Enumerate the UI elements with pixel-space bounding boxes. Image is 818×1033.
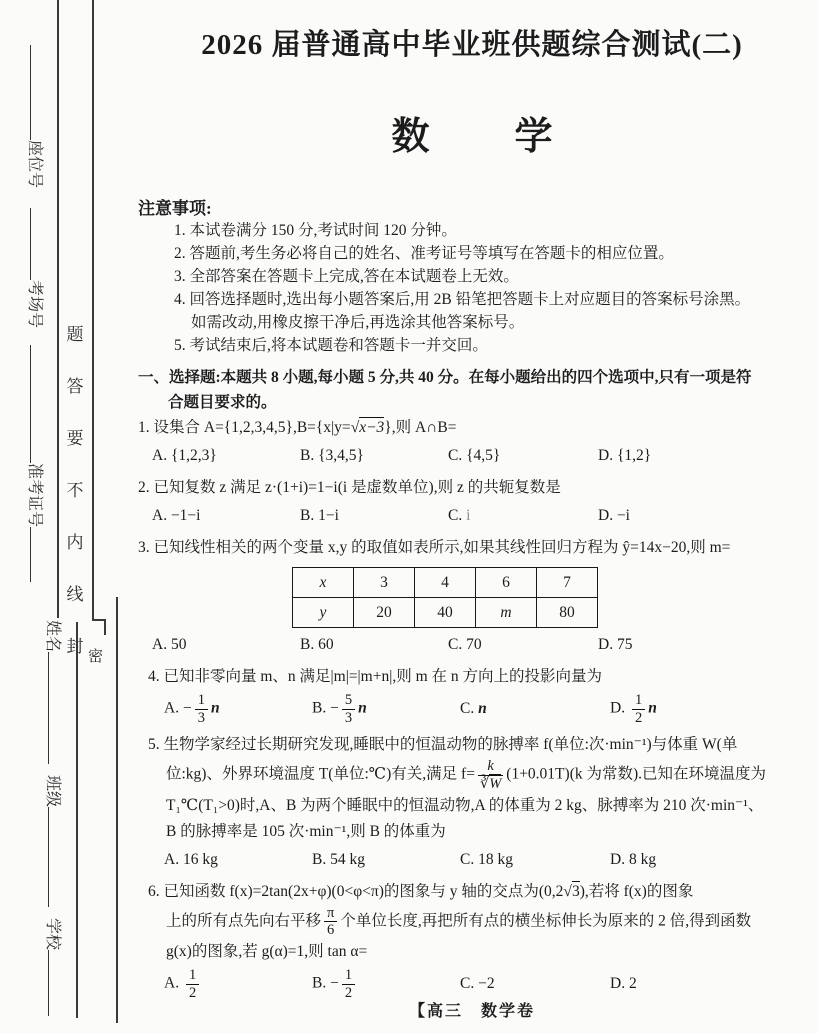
question-text [138, 905, 806, 939]
option-b: B. 60 [300, 636, 334, 653]
table-cell: 80 [537, 598, 598, 628]
denominator: 6 [327, 922, 335, 939]
seal-char: 不 [66, 481, 84, 500]
square-root [351, 417, 385, 436]
question-text-segment: 位:kg)、外界环境温度 T(单位:℃)有关,满足 f= [166, 766, 475, 784]
page-footer: 【高三 数学卷 [408, 1003, 535, 1020]
option-a [164, 967, 312, 1001]
option-label: A. [164, 974, 183, 992]
option-d: D. 75 [598, 636, 633, 653]
notice-item: 5. 考试结束后,将本试题卷和答题卡一并交回。 [174, 337, 488, 354]
option-c [448, 503, 598, 529]
vector-n: n [478, 700, 487, 718]
option-b [312, 692, 460, 726]
numerator: π [324, 905, 337, 923]
question-text-segment: (1+0.01T)(k 为常数).已知在环境温度为 [506, 766, 767, 784]
question-text: g(x)的图象,若 g(α)=1,则 tan α= [166, 943, 368, 961]
table-cell: 40 [415, 598, 476, 628]
seal-char: 答 [66, 377, 84, 396]
field-label: 座位号 [26, 140, 43, 189]
vector-n: n [648, 699, 657, 717]
notice-item: 1. 本试卷满分 150 分,考试时间 120 分钟。 [174, 222, 457, 239]
option-b [312, 967, 460, 1001]
question-6 [138, 879, 806, 1002]
table-row [293, 568, 598, 598]
seal-char: 要 [66, 429, 84, 448]
question-text-segment: 上的所有点先向右平移 [166, 912, 322, 930]
fraction [478, 758, 503, 792]
question-text: B 的脉搏率是 105 次·min⁻¹,则 B 的体重为 [166, 822, 446, 840]
question-2 [138, 475, 806, 529]
question-text: 2. 已知复数 z 满足 z·(1+i)=1−i(i 是虚数单位),则 z 的共轭复数是 [138, 479, 561, 496]
data-table [292, 567, 598, 628]
table-cell: m [476, 598, 537, 628]
option-c: C. −2 [460, 975, 495, 993]
fraction [324, 905, 337, 939]
seal-line [92, 0, 94, 620]
option-b: B. 1−i [300, 507, 339, 524]
fill-line [48, 807, 62, 907]
field-label: 准考证号 [26, 463, 43, 528]
question-text-segment: 个单位长度,再把所有点的横坐标伸长为原来的 2 倍,得到函数 [340, 912, 752, 930]
option-b: B. 54 kg [312, 850, 365, 868]
field-label: 学校 [44, 918, 61, 951]
field-label: 班级 [44, 775, 61, 808]
seal-line [116, 597, 118, 1023]
field-name [42, 620, 62, 764]
fraction [195, 692, 208, 726]
field-label: 考场号 [26, 280, 43, 329]
options-row [138, 632, 806, 658]
option-label: C. [460, 700, 479, 718]
field-exam-room-number [24, 208, 44, 328]
field-class [42, 775, 62, 907]
option-value: i [466, 507, 471, 524]
options-row [138, 443, 806, 469]
option-label: B. − [312, 699, 339, 717]
radical-sign: √ [563, 882, 572, 900]
fill-line [48, 950, 62, 1016]
option-a: A. −1−i [152, 507, 201, 524]
fill-line [30, 345, 44, 463]
table-cell: 4 [415, 568, 476, 598]
numerator: 5 [342, 692, 355, 710]
question-4 [138, 664, 806, 726]
question-text [138, 879, 806, 905]
question-text [138, 415, 806, 441]
vector-n: n [210, 699, 220, 717]
numerator: 1 [195, 692, 208, 710]
options-row [138, 847, 806, 873]
table-row [293, 598, 598, 628]
fraction [632, 692, 645, 726]
notice-item-continuation: 如需改动,用橡皮擦干净后,再选涂其他答案标号。 [191, 314, 525, 331]
denominator: 2 [344, 984, 353, 1001]
seal-line-jog [104, 619, 106, 635]
question-text-segment: 6. 已知函数 f(x)=2tan(2x+φ)(0<φ<π)的图象与 y 轴的交点为(0,2 [148, 882, 564, 900]
fraction [342, 692, 355, 726]
seal-char: 封 [66, 637, 84, 656]
numerator: 1 [632, 692, 645, 710]
option-label: C. [448, 507, 467, 524]
field-school [42, 918, 62, 1016]
option-d: D. −i [598, 507, 630, 524]
fill-line [30, 208, 44, 280]
seal-line [57, 0, 59, 618]
option-d: D. {1,2} [598, 447, 652, 464]
notice-item: 2. 答题前,考生务必将自己的姓名、准考证号等填写在答题卡的相应位置。 [174, 245, 674, 262]
radicand: W [489, 776, 502, 793]
subject-title: 数学 [391, 116, 638, 158]
section-heading-line: 合题目要求的。 [168, 394, 277, 411]
notice-item: 4. 回答选择题时,选出每小题答案后,用 2B 铅笔把答题卡上对应题目的答案标号涂黑。 [174, 291, 751, 308]
question-3 [138, 535, 806, 658]
field-admission-ticket-number [24, 345, 44, 582]
question-text: T₁℃(T₁>0)时,A、B 为两个睡眠中的恒温动物,A 的体重为 2 kg、脉搏率为 210 次·min⁻¹、 [166, 796, 764, 814]
question-1 [138, 415, 806, 469]
seal-char: 内 [66, 533, 84, 552]
table-cell: 7 [537, 568, 598, 598]
question-text: 5. 生物学家经过长期研究发现,睡眠中的恒温动物的脉搏率 f(单位:次·min⁻¹)与体重 W(单 [148, 736, 738, 754]
radicand: 3 [571, 882, 580, 900]
option-d: D. 2 [610, 975, 637, 993]
question-text-segment: 1. 设集合 A={1,2,3,4,5},B={x|y= [138, 419, 351, 436]
option-d: D. 8 kg [610, 850, 657, 868]
option-c: C. {4,5} [448, 447, 501, 464]
question-text-segment: },则 A∩B= [384, 419, 457, 436]
cube-root-sign: ∛ [479, 776, 490, 793]
section-heading-line: 一、选择题:本题共 8 小题,每小题 5 分,共 40 分。在每小题给出的四个选项中,只有一项是符 [138, 369, 752, 386]
question-text-segment: ),若将 f(x)的图象 [579, 882, 694, 900]
question-text [138, 758, 806, 792]
square-root [563, 881, 579, 900]
option-c: C. 70 [448, 636, 482, 653]
option-label: D. [610, 699, 629, 717]
options-row [138, 692, 806, 726]
notice-heading: 注意事项: [138, 199, 212, 218]
option-b: B. {3,4,5} [300, 447, 364, 464]
option-c [460, 696, 610, 722]
option-c: C. 18 kg [460, 850, 513, 868]
seal-char: 题 [66, 325, 84, 344]
radicand: x−3 [359, 419, 385, 436]
seal-char: 密 [88, 649, 104, 665]
option-a: A. {1,2,3} [152, 447, 217, 464]
field-label: 姓名 [44, 620, 61, 653]
fraction [342, 967, 355, 1001]
seal-text-column [62, 320, 88, 657]
denominator: 3 [197, 709, 205, 726]
options-row [138, 967, 806, 1001]
options-row [138, 503, 806, 529]
table-cell: 20 [354, 598, 415, 628]
section-heading [138, 365, 806, 415]
fill-line [48, 652, 62, 764]
option-label: B. − [312, 974, 339, 992]
numerator: 1 [186, 967, 199, 985]
seal-char: 线 [66, 585, 84, 604]
seal-line [76, 622, 78, 1018]
exam-title: 2026 届普通高中毕业班供题综合测试(二) [201, 29, 743, 61]
fill-line [30, 527, 44, 582]
option-a [164, 692, 312, 726]
field-seat-number [24, 45, 44, 188]
fraction [186, 967, 199, 1001]
denominator: 2 [634, 709, 643, 726]
numerator: 1 [342, 967, 355, 985]
fill-line [30, 45, 44, 140]
table-cell: x [293, 568, 354, 598]
denominator [478, 776, 503, 793]
table-cell: y [293, 598, 354, 628]
denominator: 3 [344, 709, 353, 726]
option-label: A. − [164, 699, 192, 717]
table-cell: 3 [354, 568, 415, 598]
denominator: 2 [188, 984, 197, 1001]
notice-item: 3. 全部答案在答题卡上完成,答在本试题卷上无效。 [174, 268, 519, 285]
radical-sign: √ [350, 419, 360, 436]
option-d [610, 692, 806, 726]
question-text: 4. 已知非零向量 m、n 满足|m|=|m+n|,则 m 在 n 方向上的投影向量为 [148, 668, 602, 685]
table-cell: 6 [476, 568, 537, 598]
exam-content [138, 0, 806, 1007]
option-a: A. 50 [152, 636, 187, 653]
question-5 [138, 732, 806, 872]
numerator: k [478, 758, 503, 776]
option-a: A. 16 kg [164, 850, 218, 868]
question-text: 3. 已知线性相关的两个变量 x,y 的取值如表所示,如果其线性回归方程为 ŷ=14x−20,则 m= [138, 539, 731, 556]
vector-n: n [358, 699, 367, 717]
